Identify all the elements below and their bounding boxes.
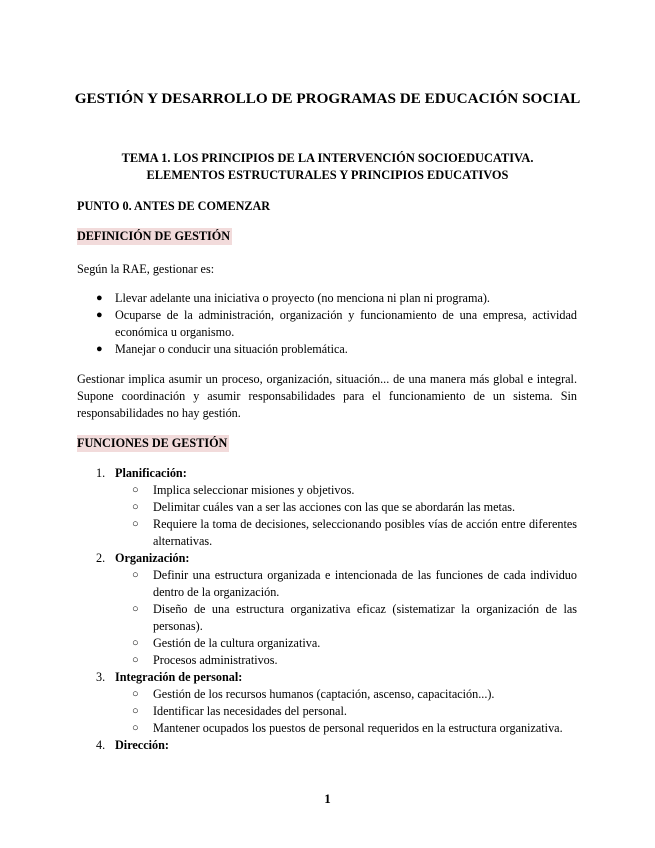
circle-bullet-icon: ○ <box>132 722 139 734</box>
sub-item <box>115 601 577 635</box>
funcion-number: 3. <box>96 670 106 684</box>
sub-item <box>115 720 577 737</box>
page-number: 1 <box>324 791 331 806</box>
funcion-title: Organización: <box>115 551 190 565</box>
tema-line-2: ELEMENTOS ESTRUCTURALES Y PRINCIPIOS EDUCATIVOS <box>146 168 509 182</box>
bullet-dot-icon: ● <box>96 292 103 304</box>
bullet-dot-icon: ● <box>96 343 103 355</box>
sub-item <box>115 635 577 652</box>
definicion-heading: DEFINICIÓN DE GESTIÓN <box>77 229 231 243</box>
sub-item-text: Diseño de una estructura organizativa eficaz (sistematizar la organización de las personas). <box>153 602 577 633</box>
bullet-text: Llevar adelante una iniciativa o proyecto (no menciona ni plan ni programa). <box>115 291 490 305</box>
document-title: GESTIÓN Y DESARROLLO DE PROGRAMAS DE EDUCACIÓN SOCIAL <box>74 90 581 107</box>
sub-item <box>115 499 577 516</box>
funcion-number: 1. <box>96 466 106 480</box>
funcion-number: 2. <box>96 551 106 565</box>
funcion-sublist <box>115 686 577 737</box>
funcion-title: Planificación: <box>115 466 187 480</box>
sub-item-text: Mantener ocupados los puestos de personal requeridos en la estructura organizativa. <box>153 721 563 735</box>
sub-item <box>115 703 577 720</box>
sub-item <box>115 516 577 550</box>
circle-bullet-icon: ○ <box>132 688 139 700</box>
sub-item-text: Procesos administrativos. <box>153 653 278 667</box>
sub-item <box>115 567 577 601</box>
funcion-title: Integración de personal: <box>115 670 243 684</box>
sub-item-text: Gestión de los recursos humanos (captación, ascenso, capacitación...). <box>153 687 495 701</box>
tema-line-1: TEMA 1. LOS PRINCIPIOS DE LA INTERVENCIÓN SOCIOEDUCATIVA. <box>121 151 534 165</box>
funcion-item <box>77 737 577 754</box>
funcion-title: Dirección: <box>115 738 169 752</box>
definicion-intro: Según la RAE, gestionar es: <box>77 262 215 276</box>
circle-bullet-icon: ○ <box>132 484 139 496</box>
funcion-item <box>77 465 577 550</box>
sub-item-text: Gestión de la cultura organizativa. <box>153 636 321 650</box>
circle-bullet-icon: ○ <box>132 501 139 513</box>
definicion-heading-wrap <box>77 228 577 245</box>
circle-bullet-icon: ○ <box>132 603 139 615</box>
definicion-bullet-list <box>77 290 577 358</box>
definicion-paragraph: Gestionar implica asumir un proceso, organización, situación... de una manera más global e integral. Supone coordinación y asumir responsabilidades para el funcionamiento de un sistema. Sin responsabilidades no hay gestión. <box>77 372 577 420</box>
sub-item-text: Identificar las necesidades del personal. <box>153 704 347 718</box>
sub-item-text: Delimitar cuáles van a ser las acciones con las que se abordarán las metas. <box>153 500 516 514</box>
tema-heading <box>0 150 655 184</box>
circle-bullet-icon: ○ <box>132 705 139 717</box>
funciones-list <box>77 465 577 754</box>
punto-heading: PUNTO 0. ANTES DE COMENZAR <box>77 199 271 213</box>
sub-item-text: Implica seleccionar misiones y objetivos. <box>153 483 355 497</box>
circle-bullet-icon: ○ <box>132 637 139 649</box>
funciones-heading-wrap <box>77 435 577 452</box>
bullet-dot-icon: ● <box>96 309 103 321</box>
circle-bullet-icon: ○ <box>132 569 139 581</box>
bullet-item <box>77 290 577 307</box>
document-body <box>77 198 577 754</box>
funcion-sublist <box>115 567 577 669</box>
sub-item <box>115 652 577 669</box>
funciones-heading: FUNCIONES DE GESTIÓN <box>77 436 228 450</box>
circle-bullet-icon: ○ <box>132 518 139 530</box>
funcion-item <box>77 669 577 737</box>
funcion-number: 4. <box>96 738 106 752</box>
sub-item <box>115 686 577 703</box>
bullet-item <box>77 341 577 358</box>
sub-item-text: Definir una estructura organizada e intencionada de las funciones de cada individuo dentro de la organización. <box>153 568 577 599</box>
bullet-text: Manejar o conducir una situación problemática. <box>115 342 348 356</box>
bullet-item <box>77 307 577 341</box>
sub-item-text: Requiere la toma de decisiones, seleccionando posibles vías de acción entre diferentes alternativas. <box>153 517 577 548</box>
sub-item <box>115 482 577 499</box>
bullet-text: Ocuparse de la administración, organización y funcionamiento de una empresa, actividad económica u organismo. <box>115 308 577 339</box>
circle-bullet-icon: ○ <box>132 654 139 666</box>
funcion-item <box>77 550 577 669</box>
funcion-sublist <box>115 482 577 550</box>
